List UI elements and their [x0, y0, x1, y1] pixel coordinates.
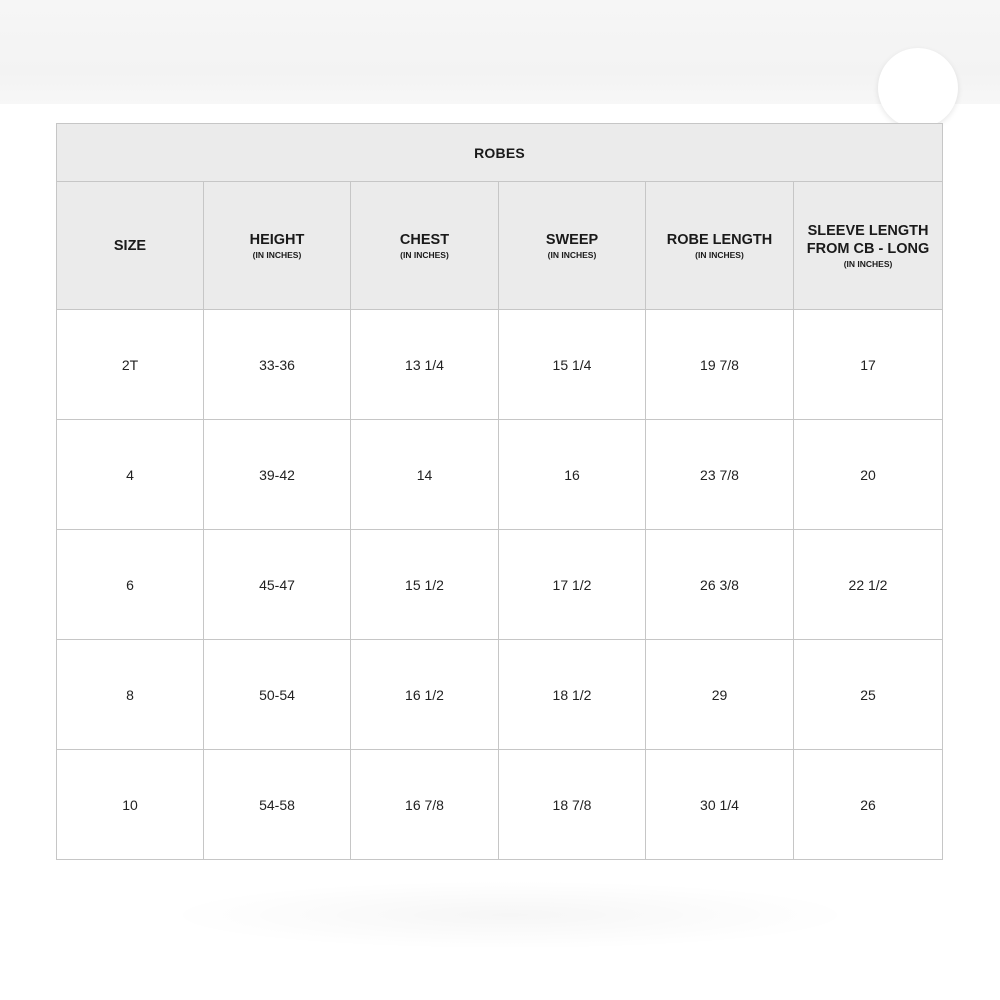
- cell-chest: 16 7/8: [351, 750, 499, 860]
- table-row: [57, 640, 943, 750]
- cell-size: 2T: [57, 310, 204, 420]
- cell-height: 33-36: [204, 310, 351, 420]
- cell-chest: 14: [351, 420, 499, 530]
- cell-chest: 16 1/2: [351, 640, 499, 750]
- cell-sleeve-length: 20: [794, 420, 943, 530]
- cell-sleeve-length: 26: [794, 750, 943, 860]
- column-header-label: ROBE LENGTH: [666, 231, 773, 248]
- cell-height: 39-42: [204, 420, 351, 530]
- column-header-unit: (IN INCHES): [843, 258, 893, 269]
- column-header-unit: (IN INCHES): [252, 249, 302, 260]
- cell-height: 45-47: [204, 530, 351, 640]
- cell-size: 4: [57, 420, 204, 530]
- column-header-chest: [351, 182, 499, 310]
- column-header-unit: (IN INCHES): [547, 249, 597, 260]
- cell-robe-length: 29: [646, 640, 794, 750]
- table-header-row: [57, 182, 943, 310]
- cell-robe-length: 30 1/4: [646, 750, 794, 860]
- column-header-sweep: [499, 182, 646, 310]
- column-header-label: SWEEP: [545, 231, 599, 248]
- cell-robe-length: 19 7/8: [646, 310, 794, 420]
- cell-sleeve-length: 25: [794, 640, 943, 750]
- cell-height: 54-58: [204, 750, 351, 860]
- cell-size: 6: [57, 530, 204, 640]
- column-header-label: HEIGHT: [249, 231, 305, 248]
- cell-sleeve-length: 22 1/2: [794, 530, 943, 640]
- table-row: [57, 530, 943, 640]
- column-header-robe-length: [646, 182, 794, 310]
- table-row: [57, 750, 943, 860]
- corner-circle-button[interactable]: [878, 48, 958, 128]
- table-title: ROBES: [57, 124, 943, 182]
- column-header-sleeve-length: [794, 182, 943, 310]
- cell-sweep: 17 1/2: [499, 530, 646, 640]
- column-header-label: SLEEVE LENGTH FROM CB - LONG: [806, 222, 930, 257]
- cell-size: 8: [57, 640, 204, 750]
- cell-size: 10: [57, 750, 204, 860]
- size-chart-table: [56, 123, 943, 860]
- table-body: [57, 310, 943, 860]
- cell-sleeve-length: 17: [794, 310, 943, 420]
- cell-robe-length: 23 7/8: [646, 420, 794, 530]
- column-header-unit: (IN INCHES): [695, 249, 744, 260]
- bottom-shadow: [160, 880, 860, 950]
- column-header-unit: (IN INCHES): [400, 249, 449, 260]
- cell-sweep: 18 1/2: [499, 640, 646, 750]
- table-row: [57, 420, 943, 530]
- cell-sweep: 15 1/4: [499, 310, 646, 420]
- cell-chest: 13 1/4: [351, 310, 499, 420]
- column-header-label: CHEST: [399, 231, 450, 248]
- cell-height: 50-54: [204, 640, 351, 750]
- cell-sweep: 16: [499, 420, 646, 530]
- table-row: [57, 310, 943, 420]
- column-header-height: [204, 182, 351, 310]
- table-title-row: [57, 124, 943, 182]
- cell-sweep: 18 7/8: [499, 750, 646, 860]
- cell-chest: 15 1/2: [351, 530, 499, 640]
- cell-robe-length: 26 3/8: [646, 530, 794, 640]
- top-background-band: [0, 0, 1000, 104]
- column-header-label: SIZE: [113, 237, 147, 254]
- column-header-size: [57, 182, 204, 310]
